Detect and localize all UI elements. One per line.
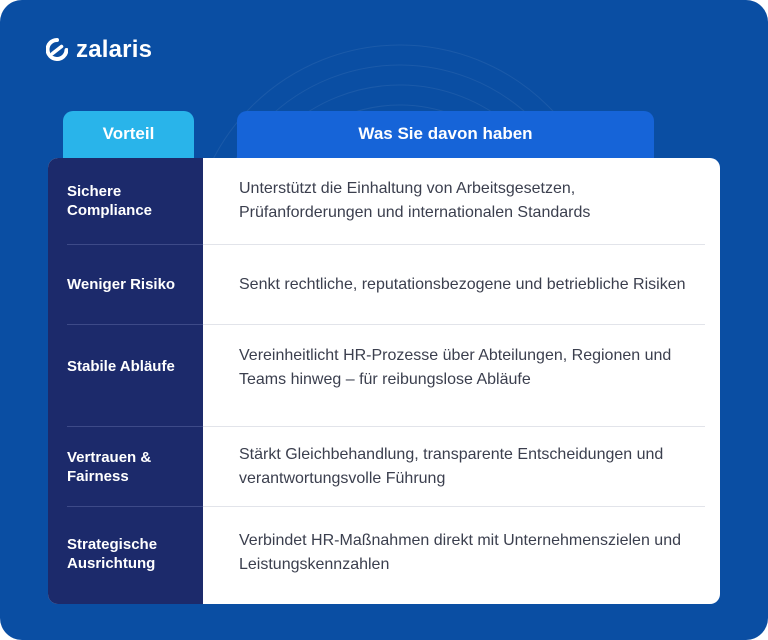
table-row — [48, 245, 720, 324]
table-row — [48, 325, 720, 426]
table-row — [48, 507, 720, 604]
brand-name: zalaris — [76, 36, 153, 63]
table-row — [48, 158, 720, 244]
brand-logo — [46, 38, 152, 62]
row-title: Stabile Abläufe — [67, 358, 175, 375]
table-row — [48, 427, 720, 506]
row-description: Unterstützt die Einhaltung von Arbeitsgesetzen, Prüfanforderungen und internationalen Standards — [239, 180, 591, 221]
row-description: Vereinheitlicht HR-Prozesse über Abteilungen, Regionen und Teams hinweg – für reibungslose Abläufe — [239, 347, 672, 388]
zalaris-logo-icon — [46, 38, 68, 62]
row-description: Senkt rechtliche, reputationsbezogene und betriebliche Risiken — [239, 275, 686, 293]
column-header-benefit: Was Sie davon haben — [237, 111, 654, 161]
row-title: Strategische Ausrichtung — [67, 536, 158, 572]
row-title: Sichere Compliance — [67, 183, 153, 219]
row-description: Verbindet HR-Maßnahmen direkt mit Unternehmenszielen und Leistungskennzahlen — [239, 532, 681, 573]
row-title: Weniger Risiko — [67, 276, 176, 293]
row-title: Vertrauen & Fairness — [67, 448, 152, 485]
row-description: Stärkt Gleichbehandlung, transparente Entscheidungen und verantwortungsvolle Führung — [239, 445, 664, 487]
column-header-vorteil: Vorteil — [63, 111, 194, 161]
